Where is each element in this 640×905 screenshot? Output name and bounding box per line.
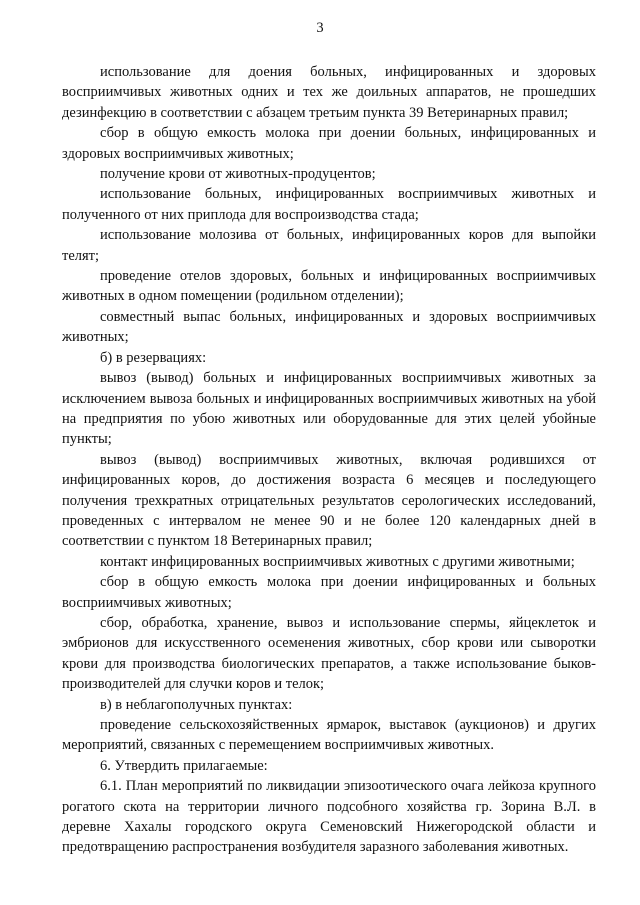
paragraph: контакт инфицированных восприимчивых животных с другими животными;: [100, 553, 575, 570]
paragraph: использование больных, инфицированных восприимчивых животных и полученного от них приплода для воспроизводства стада;: [62, 186, 596, 223]
numbered-clause: 6.1. План мероприятий по ликвидации эпизоотического очага лейкоза крупного рогатого скота на территории личного подсобного хозяйства гр. Зорина В.Л. в деревне Хахалы городского округа Семеновский Нижегородской области и предотвращению распространения возбудителя заразного заболевания животных.: [62, 778, 596, 856]
paragraph: использование для доения больных, инфицированных и здоровых восприимчивых животных одних и тех же доильных аппаратов, не прошедших дезинфекцию в соответствии с абзацем третьим пункта 39 Ветеринарных правил;: [62, 64, 596, 121]
paragraph: вывоз (вывод) восприимчивых животных, включая родившихся от инфицированных коров, до достижения возраста 6 месяцев и последующего получения трехкратных отрицательных результатов серологических исследований, проведенных с интервалом не менее 90 и не более 120 календарных дней в соответствии с пунктом 18 Ветеринарных правил;: [62, 451, 596, 550]
paragraph: совместный выпас больных, инфицированных и здоровых восприимчивых животных;: [62, 308, 596, 346]
paragraph: вывоз (вывод) больных и инфицированных восприимчивых животных за исключением вывоза больных и инфицированных восприимчивых животных на убой на предприятия по убою животных или оборудованные для этих целей убойные пункты;: [62, 370, 596, 448]
numbered-clause: 6. Утвердить прилагаемые:: [100, 757, 268, 774]
paragraph: использование молозива от больных, инфицированных коров для выпойки телят;: [62, 227, 596, 264]
paragraph: сбор, обработка, хранение, вывоз и использование спермы, яйцеклеток и эмбрионов для искусственного осеменения животных, сбор крови или сыворотки крови для производства биологических препаратов, а также использование быков-производителей для случки коров и телок;: [62, 614, 596, 693]
paragraph: проведение отелов здоровых, больных и инфицированных восприимчивых животных в одном помещении (родильном отделении);: [62, 268, 596, 305]
paragraph: получение крови от животных-продуцентов;: [100, 166, 376, 183]
section-heading: б) в резервациях:: [100, 349, 207, 366]
paragraph: сбор в общую емкость молока при доении инфицированных и больных восприимчивых животных;: [62, 574, 596, 611]
paragraph: проведение сельскохозяйственных ярмарок, выставок (аукционов) и других мероприятий, связанных с перемещением восприимчивых животных.: [62, 717, 596, 754]
section-heading: в) в неблагополучных пунктах:: [100, 696, 293, 713]
page-number: 3: [316, 20, 324, 36]
document-body: [62, 62, 596, 858]
paragraph: сбор в общую емкость молока при доении больных, инфицированных и здоровых восприимчивых животных;: [62, 125, 596, 162]
